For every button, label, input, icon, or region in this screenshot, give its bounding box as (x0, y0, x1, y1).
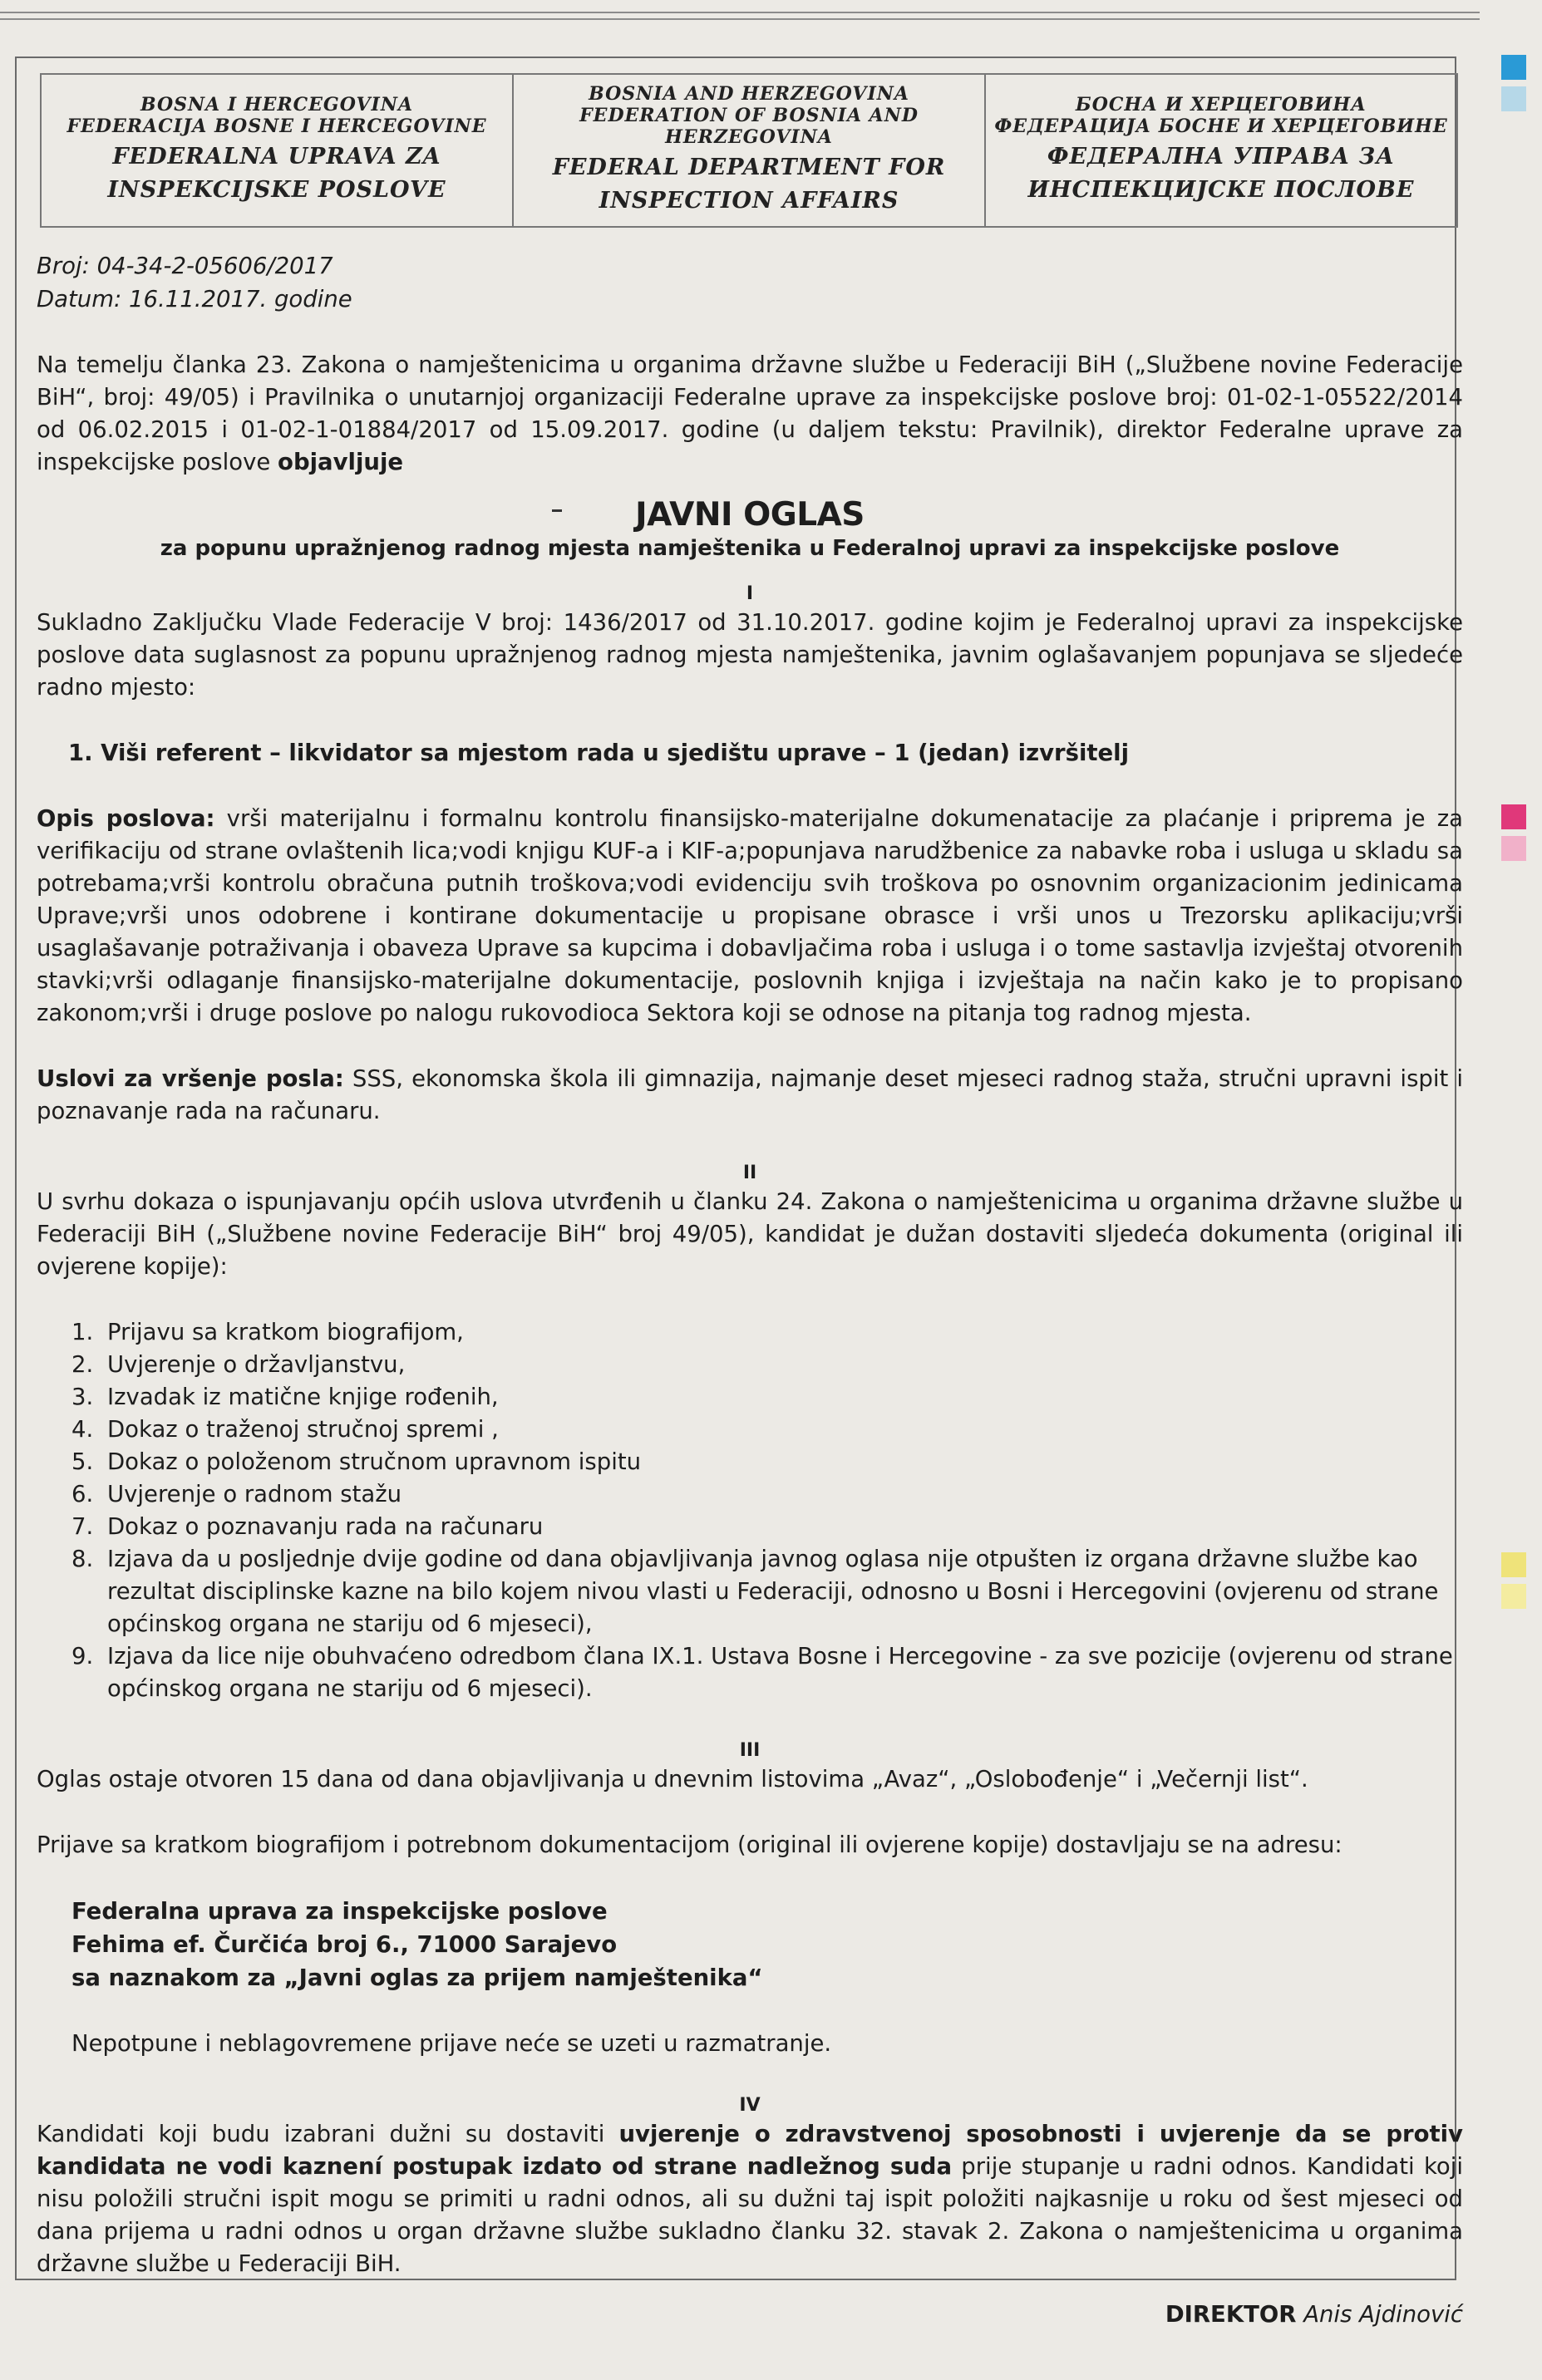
reference-date: Datum: 16.11.2017. godine (37, 286, 352, 312)
page-subtitle: za popunu upražnjenog radnog mjesta namještenika u Federalnoj upravi za inspekcijske poslove (160, 536, 1340, 561)
letterhead-line: INSPEKCIJSKE POSLOVE (107, 177, 446, 203)
section4-text-a: Kandidati koji budu izabrani dužni su dostaviti (37, 2121, 619, 2147)
intro-bold: objavljuje (278, 449, 404, 475)
section-number-2: II (742, 1163, 757, 1183)
letterhead-line: БОСНА И ХЕРЦЕГОВИНА (1075, 94, 1367, 116)
intro-text: Na temelju članka 23. Zakona o namještenicima u organima državne službe u Federaciji BiH („Službene novine Federacije BiH“, broj: 49/05) i Pravilnika o unutarnjoj organizaciji Federalne uprave za inspekcijske poslove broj: 01-02-1-05522/2014 od 06.02.2015 i 01-02-1-01884/2017 od 15.09.2017. godine (u daljem tekstu: Pravilnik), direktor Federalne uprave za inspekcijske poslove (37, 352, 1463, 475)
letterhead-cyrillic (986, 75, 1456, 226)
letterhead-bosnian (42, 75, 514, 226)
list-item: 9. Izjava da lice nije obuhvaćeno odredbom člana IX.1. Ustava Bosne i Hercegovine - za sve pozicije (ovjerenu od strane općinskog organa ne stariju od 6 mjeseci). (101, 1640, 1463, 1705)
letterhead-line: FEDERACIJA BOSNE I HERCEGOVINE (67, 116, 487, 137)
section4-text-bold: uvjerenje o zdravstvenoj sposobnosti i uvjerenje da se protiv kandidata ne vodi kaznení postupak izdato od strane nadležnog suda (37, 2121, 1463, 2180)
pink-print-marker (1501, 804, 1526, 829)
letterhead-line: ФЕДЕРАЦИЈА БОСНЕ И ХЕРЦЕГОВИНЕ (994, 116, 1448, 137)
list-item: 7. Dokaz o poznavanju rada na računaru (101, 1511, 1463, 1543)
job-requirements (37, 1063, 1463, 1128)
address-line-3: sa naznakom za „Javni oglas za prijem namještenika“ (71, 1964, 763, 1991)
address-line-1: Federalna uprava za inspekcijske poslove (71, 1898, 608, 1925)
signature-title: DIREKTOR (1165, 2301, 1297, 2328)
letterhead-line: BOSNIA AND HERZEGOVINA (589, 83, 909, 105)
list-item: 6. Uvjerenje o radnom stažu (101, 1478, 1463, 1511)
section-number-4: IV (739, 2095, 761, 2116)
section3-paragraph-1: Oglas ostaje otvoren 15 dana od dana objavljivanja u dnevnim listovima „Avaz“, „Oslobođenje“ i „Večernji list“. (37, 1766, 1308, 1792)
job-requirements-text: SSS, ekonomska škola ili gimnazija, najmanje deset mjeseci radnog staža, stručni upravni ispit i poznavanje rada na računaru. (37, 1065, 1464, 1124)
letterhead-line: FEDERATION OF BOSNIA AND HERZEGOVINA (579, 105, 919, 148)
job-description-label: Opis poslova: (37, 805, 215, 832)
section3-paragraph-3: Nepotpune i neblagovremene prijave neće se uzeti u razmatranje. (71, 2030, 832, 2057)
section4-paragraph (37, 2118, 1463, 2280)
letterhead-line: ИНСПЕКЦИЈСКЕ ПОСЛОВЕ (1027, 177, 1415, 203)
section4-text-b: prije stupanje u radni odnos. Kandidati koji nisu položili stručni ispit mogu se primiti u radni odnos, ali su dužni taj ispit položiti najkasnije u roku od šest mjeseci od dana prijema u radni odnos u organ državne službe sukladno članku 32. stavak 2. Zakona o namještenicima u organima državne službe u Federaciji BiH. (37, 2153, 1463, 2277)
section2-paragraph: U svrhu dokaza o ispunjavanju općih uslova utvrđenih u članku 24. Zakona o namještenicima u organima državne službe u Federaciji BiH („Službene novine Federacije BiH“ broj 49/05), kandidat je dužan dostaviti sljedeća dokumenta (original ili ovjerene kopije): (37, 1188, 1463, 1280)
list-item: 2. Uvjerenje o državljanstvu, (101, 1349, 1463, 1381)
yellow-print-marker-light (1501, 1584, 1526, 1609)
section1-paragraph: Sukladno Zaključku Vlade Federacije V broj: 1436/2017 od 31.10.2017. godine kojim je Federalnoj upravi za inspekcijske poslove data suglasnost za popunu upražnjenog radnog mjesta namještenika, javnim oglašavanjem popunjava se sljedeće radno mjesto: (37, 609, 1463, 701)
reference-number: Broj: 04-34-2-05606/2017 (37, 253, 333, 279)
blue-print-marker-light (1501, 86, 1526, 111)
letterhead-line: INSPECTION AFFAIRS (599, 188, 899, 214)
blue-print-marker (1501, 55, 1526, 80)
pink-print-marker-light (1501, 836, 1526, 861)
letterhead (40, 73, 1458, 228)
section-number-3: III (739, 1740, 761, 1761)
signature-block (37, 2299, 1463, 2331)
letterhead-english (514, 75, 986, 226)
address-line-2: Fehima ef. Čurčića broj 6., 71000 Sarajevo (71, 1931, 618, 1958)
letterhead-line: FEDERALNA UPRAVA ZA (112, 144, 441, 170)
list-item: 1. Prijavu sa kratkom biografijom, (101, 1316, 1463, 1349)
section-number-1: I (746, 583, 754, 604)
job-description (37, 803, 1463, 1030)
signature-name: Anis Ajdinović (1296, 2301, 1463, 2328)
page-top-rule (0, 12, 1480, 13)
notice-body (37, 249, 1463, 2331)
required-documents-list (37, 1316, 1463, 1705)
section3-paragraph-2: Prijave sa kratkom biografijom i potrebnom dokumentacijom (original ili ovjerene kopije) dostavljaju se na adresu: (37, 1832, 1342, 1858)
letterhead-line: FEDERAL DEPARTMENT FOR (552, 155, 946, 180)
job-requirements-label: Uslovi za vršenje posla: (37, 1065, 344, 1092)
page-title: JAVNI OGLAS (635, 496, 865, 534)
position-title: 1. Viši referent – likvidator sa mjestom rada u sjedištu uprave – 1 (jedan) izvršitelj (68, 740, 1130, 766)
page-top-rule-2 (0, 18, 1480, 20)
yellow-print-marker (1501, 1552, 1526, 1577)
intro-paragraph (37, 349, 1463, 479)
list-item: 8. Izjava da u posljednje dvije godine od dana objavljivanja javnog oglasa nije otpušten iz organa državne službe kao rezultat disciplinske kazne na bilo kojem nivou vlasti u Federaciji, odnosno u Bosni i Hercegovini (ovjerenu od strane općinskog organa ne stariju od 6 mjeseci), (101, 1543, 1463, 1640)
letterhead-line: ФЕДЕРАЛНА УПРАВА ЗА (1047, 144, 1396, 170)
letterhead-line: BOSNA I HERCEGOVINA (140, 94, 414, 116)
list-item: 3. Izvadak iz matične knjige rođenih, (101, 1381, 1463, 1414)
list-item: 4. Dokaz o traženoj stručnoj spremi , (101, 1414, 1463, 1446)
list-item: 5. Dokaz o položenom stručnom upravnom ispitu (101, 1446, 1463, 1478)
job-description-text: vrši materijalnu i formalnu kontrolu finansijsko-materijalne dokumenatacije za plaćanje i priprema je za verifikaciju od strane ovlaštenih lica;vodi knjigu KUF-a i KIF-a;popunjava narudžbenice za nabavke roba i usluga u skladu sa potrebama;vrši kontrolu obračuna putnih troškova;vodi evidenciju svih troškova po osnovnim organizacionim jedinicama Uprave;vrši unos odobrene i kontirane dokumentacije u propisane obrasce i vrši unos u Trezorsku aplikaciju;vrši usaglašavanje potraživanja i obaveza Uprave sa kupcima i dobavljačima roba i usluga i o tome sastavlja izvještaj otvorenih stavki;vrši odlaganje finansijsko-materijalne dokumentacije, poslovnih knjiga i izvještaja na način kako je to propisano zakonom;vrši i druge poslove po nalogu rukovodioca Sektora koji se odnose na pitanja tog radnog mjesta. (37, 805, 1464, 1026)
